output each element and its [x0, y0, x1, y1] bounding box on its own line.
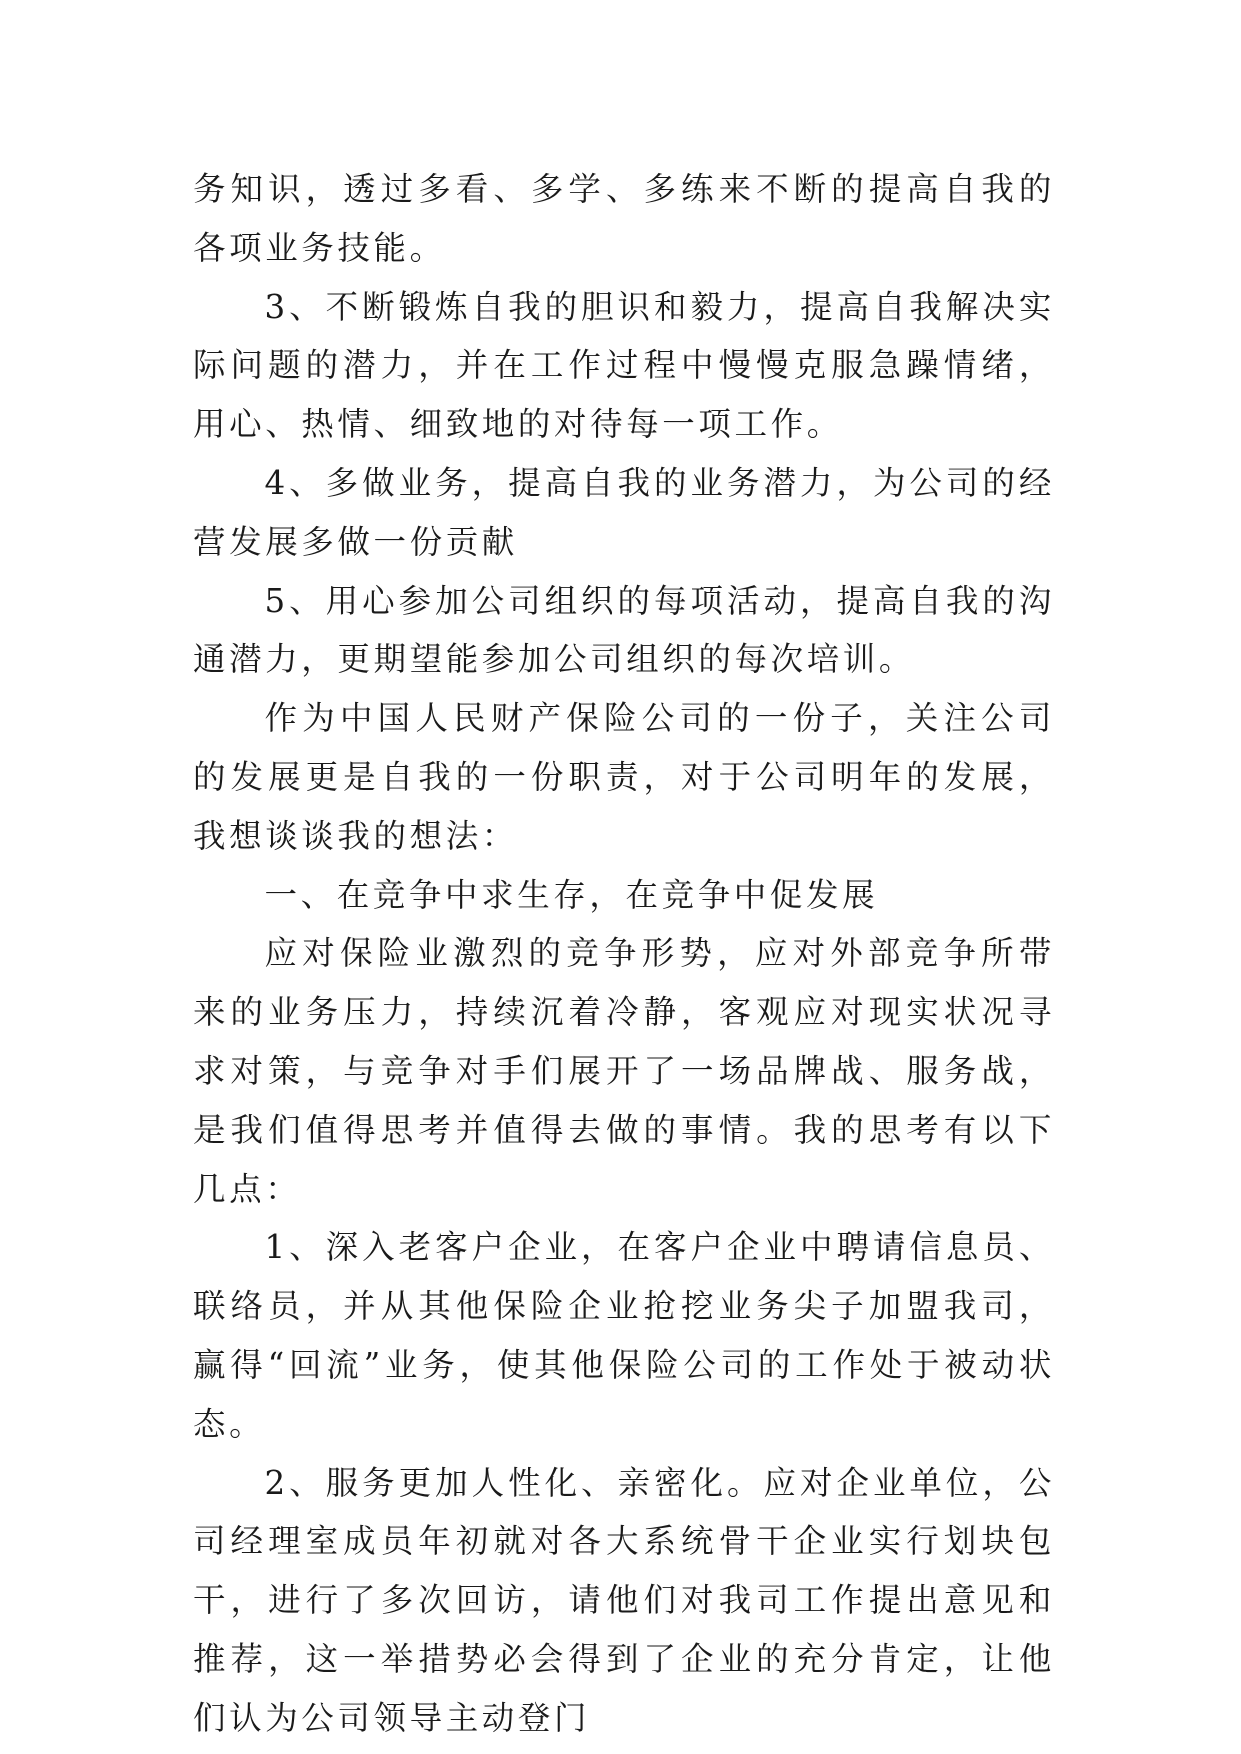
paragraph-9: 2、服务更加人性化、亲密化。应对企业单位，公司经理室成员年初就对各大系统骨干企业实行划块包干，进行了多次回访，请他们对我司工作提出意见和推荐，这一举措势必会得到了企业的充分肯定，让他们认为公司领导主动登门: [193, 1463, 1055, 1737]
paragraph-4: 5、用心参加公司组织的每项活动，提高自我的沟通潜力，更期望能参加公司组织的每次培训。: [193, 581, 1055, 679]
section-heading: 一、在竞争中求生存，在竞争中促发展: [264, 875, 879, 914]
paragraph-1: 务知识，透过多看、多学、多练来不断的提高自我的各项业务技能。: [193, 170, 1055, 267]
paragraph-2: 3、不断锻炼自我的胆识和毅力，提高自我解决实际问题的潜力，并在工作过程中慢慢克服急躁情绪，用心、热情、细致地的对待每一项工作。: [193, 287, 1055, 444]
paragraph-5: 作为中国人民财产保险公司的一份子，关注公司的发展更是自我的一份职责，对于公司明年的发展，我想谈谈我的想法：: [193, 699, 1055, 855]
paragraph-3: 4、多做业务，提高自我的业务潜力，为公司的经营发展多做一份贡献: [193, 463, 1055, 561]
paragraph-8: 1、深入老客户企业，在客户企业中聘请信息员、联络员，并从其他保险企业抢挖业务尖子加盟我司，赢得“回流”业务，使其他保险公司的工作处于被动状态。: [193, 1228, 1055, 1443]
document-body: [193, 160, 1055, 1748]
paragraph-7: 应对保险业激烈的竞争形势，应对外部竞争所带来的业务压力，持续沉着冷静，客观应对现实状况寻求对策，与竞争对手们展开了一场品牌战、服务战，是我们值得思考并值得去做的事情。我的思考有以下几点：: [193, 934, 1055, 1208]
